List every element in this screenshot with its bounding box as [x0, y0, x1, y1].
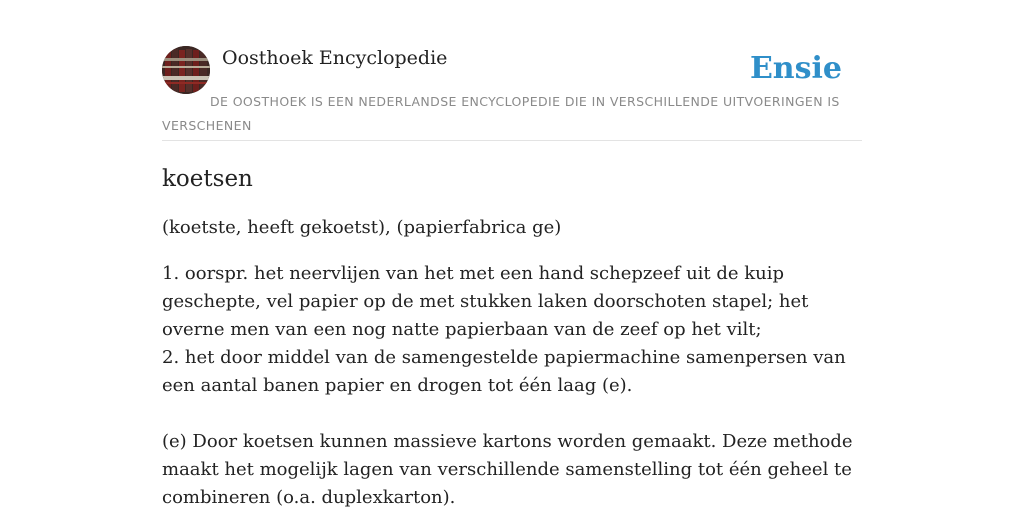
brand-logo[interactable]: Ensie	[749, 51, 842, 86]
book-spines-icon	[162, 46, 210, 94]
definition-item: 2. het door middel van de samengestelde papiermachine samenpersen van een aantal banen papier en drogen tot één laag (e).	[162, 347, 846, 396]
avatar[interactable]	[162, 46, 210, 94]
entry-title: koetsen	[162, 166, 253, 192]
site-tagline: DE OOSTHOEK IS EEN NEDERLANDSE ENCYCLOPEDIE DIE IN VERSCHILLENDE UITVOERINGEN IS VERSCHENEN	[162, 94, 840, 133]
entry-content	[162, 162, 862, 512]
definition-item: 1. oorspr. het neervlijen van het met een hand schepzeef uit de kuip geschepte, vel papier op de met stukken laken doorschoten stapel; het overne men van een nog natte papierbaan van de zeef op het vilt;	[162, 263, 809, 340]
entry-meta: (koetste, heeft gekoetst), (papierfabrica ge)	[162, 217, 562, 238]
site-header	[162, 46, 862, 141]
entry-note: (e) Door koetsen kunnen massieve kartons worden gemaakt. Deze methode maakt het mogelijk lagen van verschillende samenstelling tot één geheel te combineren (o.a. duplexkarton).	[162, 431, 853, 508]
site-name[interactable]: Oosthoek Encyclopedie	[222, 47, 448, 69]
entry-definition	[162, 260, 862, 400]
